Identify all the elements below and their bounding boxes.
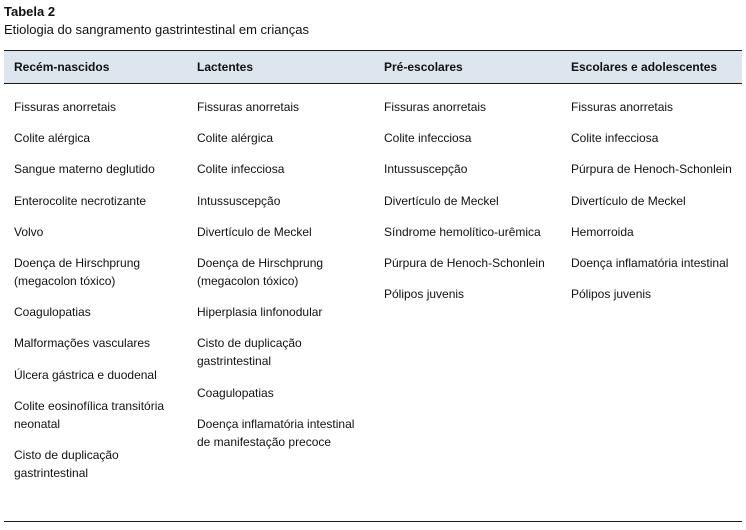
table-cell: Divertículo de Meckel xyxy=(197,224,312,239)
header-pre-escolares: Pré-escolares xyxy=(384,60,463,74)
table-cell: Síndrome hemolítico-urêmica xyxy=(384,224,541,239)
table-cell: Intussuscepção xyxy=(197,193,281,208)
table-cell: Coagulopatias xyxy=(14,305,91,320)
table-cell: Divertículo de Meckel xyxy=(384,193,499,208)
table-cell: Enterocolite necrotizante xyxy=(14,193,147,208)
table-cell: Pólipos juvenis xyxy=(571,287,652,302)
table-cell: Fissuras anorretais xyxy=(14,100,117,114)
table-cell: Volvo xyxy=(14,224,44,239)
table-cell: Doença de Hirschprung (megacolon tóxico) xyxy=(14,255,141,288)
column-recem-nascidos xyxy=(14,98,164,495)
column-pre-escolares xyxy=(384,98,545,316)
table-cell: Colite infecciosa xyxy=(571,131,659,146)
table-cell: Fissuras anorretais xyxy=(571,100,674,114)
table-cell: Malformações vasculares xyxy=(14,336,151,351)
table-cell: Cisto de duplicação gastrintestinal xyxy=(14,447,119,480)
table-cell: Coagulopatias xyxy=(197,385,274,400)
table-cell: Sangue materno deglutido xyxy=(14,162,155,177)
table-cell: Fissuras anorretais xyxy=(197,100,300,114)
table-cell: Púrpura de Henoch-Schonlein xyxy=(384,255,545,270)
table-cell: Divertículo de Meckel xyxy=(571,193,686,208)
table-cell: Doença inflamatória intestinal xyxy=(571,255,729,270)
header-recem-nascidos: Recém-nascidos xyxy=(14,60,110,74)
table-label: Tabela 2 xyxy=(4,4,56,19)
table-cell: Doença inflamatória intestinal de manifestação precoce xyxy=(197,416,355,449)
table-title: Etiologia do sangramento gastrintestinal em crianças xyxy=(4,22,309,37)
table-cell: Fissuras anorretais xyxy=(384,100,487,114)
table-bottom-rule xyxy=(4,521,742,522)
table-cell: Hiperplasia linfonodular xyxy=(197,305,323,320)
table-cell: Doença de Hirschprung (megacolon tóxico) xyxy=(197,255,324,288)
table-cell: Cisto de duplicação gastrintestinal xyxy=(197,336,302,369)
table-cell: Intussuscepção xyxy=(384,162,468,177)
table-caption xyxy=(4,4,309,38)
table-cell: Hemorroida xyxy=(571,224,634,239)
table-cell: Úlcera gástrica e duodenal xyxy=(14,367,157,382)
table-cell: Colite alérgica xyxy=(14,131,91,146)
header-lactentes: Lactentes xyxy=(197,60,254,74)
table-cell: Pólipos juvenis xyxy=(384,287,465,302)
table-cell: Colite alérgica xyxy=(197,131,274,146)
table-cell: Colite eosinofílica transitória neonatal xyxy=(14,398,165,431)
table-header-row xyxy=(4,50,742,84)
table-cell: Colite infecciosa xyxy=(197,162,285,177)
table-cell: Púrpura de Henoch-Schonlein xyxy=(571,162,732,177)
table-cell: Colite infecciosa xyxy=(384,131,472,146)
header-escolares-adolescentes: Escolares e adolescentes xyxy=(571,60,718,74)
column-lactentes xyxy=(197,98,354,464)
column-escolares-adolescentes xyxy=(571,98,732,316)
